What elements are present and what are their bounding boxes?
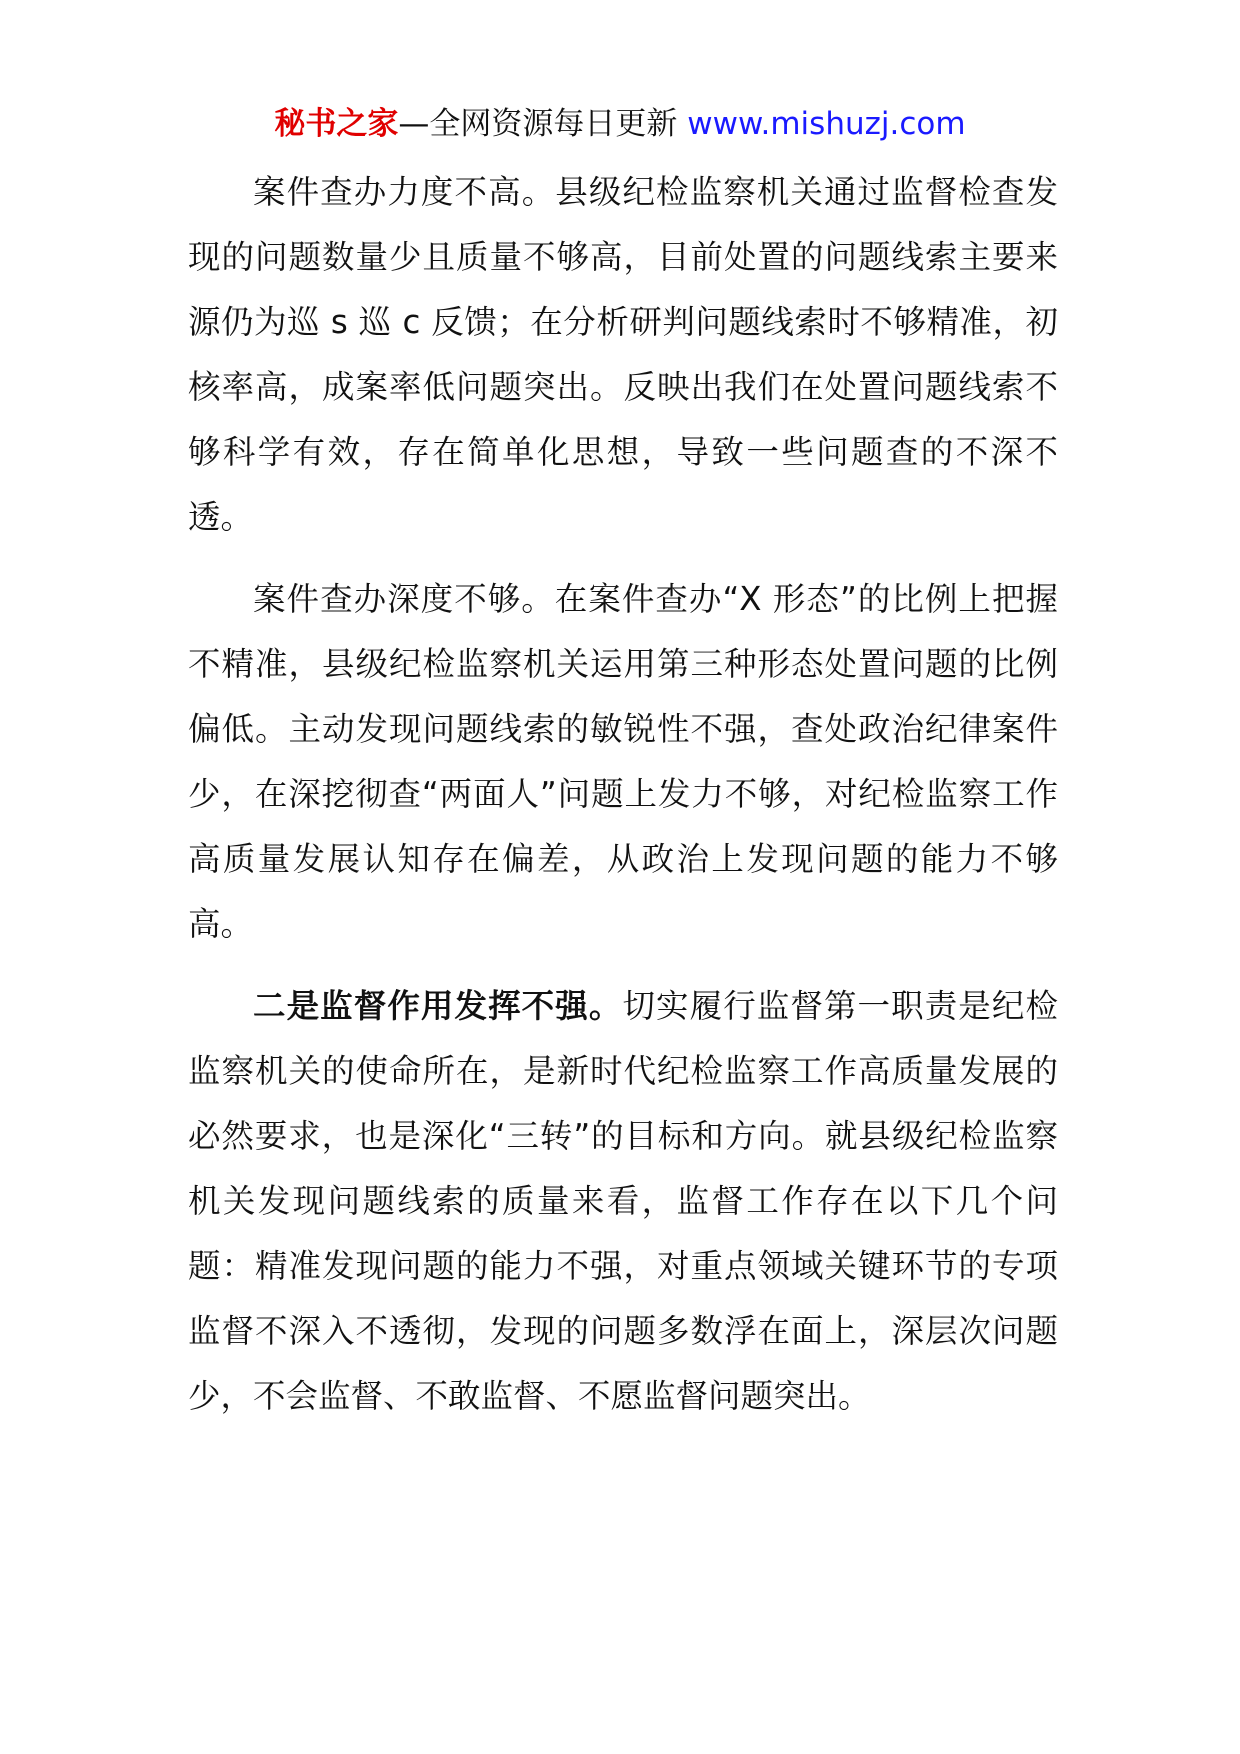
paragraph-text: 切实履行监督第一职责是纪检监察机关的使命所在，是新时代纪检监察工作高质量发展的必然要求，也是深化“三转”的目标和方向。就县级纪检监察机关发现问题线索的质量来看，监督工作存在以下几个问题：精准发现问题的能力不强，对重点领域关键环节的专项监督不深入不透彻，发现的问题多数浮在面上，深层次问题少，不会监督、不敢监督、不愿监督问题突出。: [188, 987, 1058, 1415]
paragraph-2: [188, 567, 1058, 957]
paragraph-text: 案件查办深度不够。在案件查办“X 形态”的比例上把握不精准，县级纪检监察机关运用第三种形态处置问题的比例偏低。主动发现问题线索的敏锐性不强，查处政治纪律案件少，在深挖彻查“两面人”问题上发力不够，对纪检监察工作高质量发展认知存在偏差，从政治上发现问题的能力不够高。: [188, 580, 1058, 943]
header-slogan: —全网资源每日更新: [398, 106, 678, 142]
paragraph-lead: 二是监督作用发挥不强。: [253, 987, 623, 1025]
paragraph-3: [188, 974, 1058, 1429]
header-site-link[interactable]: www.mishuzj.com: [687, 106, 966, 142]
paragraph-1: [188, 160, 1058, 550]
page-header: [0, 102, 1240, 146]
paragraph-text: 案件查办力度不高。县级纪检监察机关通过监督检查发现的问题数量少且质量不够高，目前处置的问题线索主要来源仍为巡 s 巡 c 反馈；在分析研判问题线索时不够精准，初核率高，成案率低问题突出。反映出我们在处置问题线索不够科学有效，存在简单化思想，导致一些问题查的不深不透。: [188, 173, 1058, 536]
header-brand: 秘书之家: [274, 106, 399, 142]
document-body: [188, 160, 1058, 1446]
